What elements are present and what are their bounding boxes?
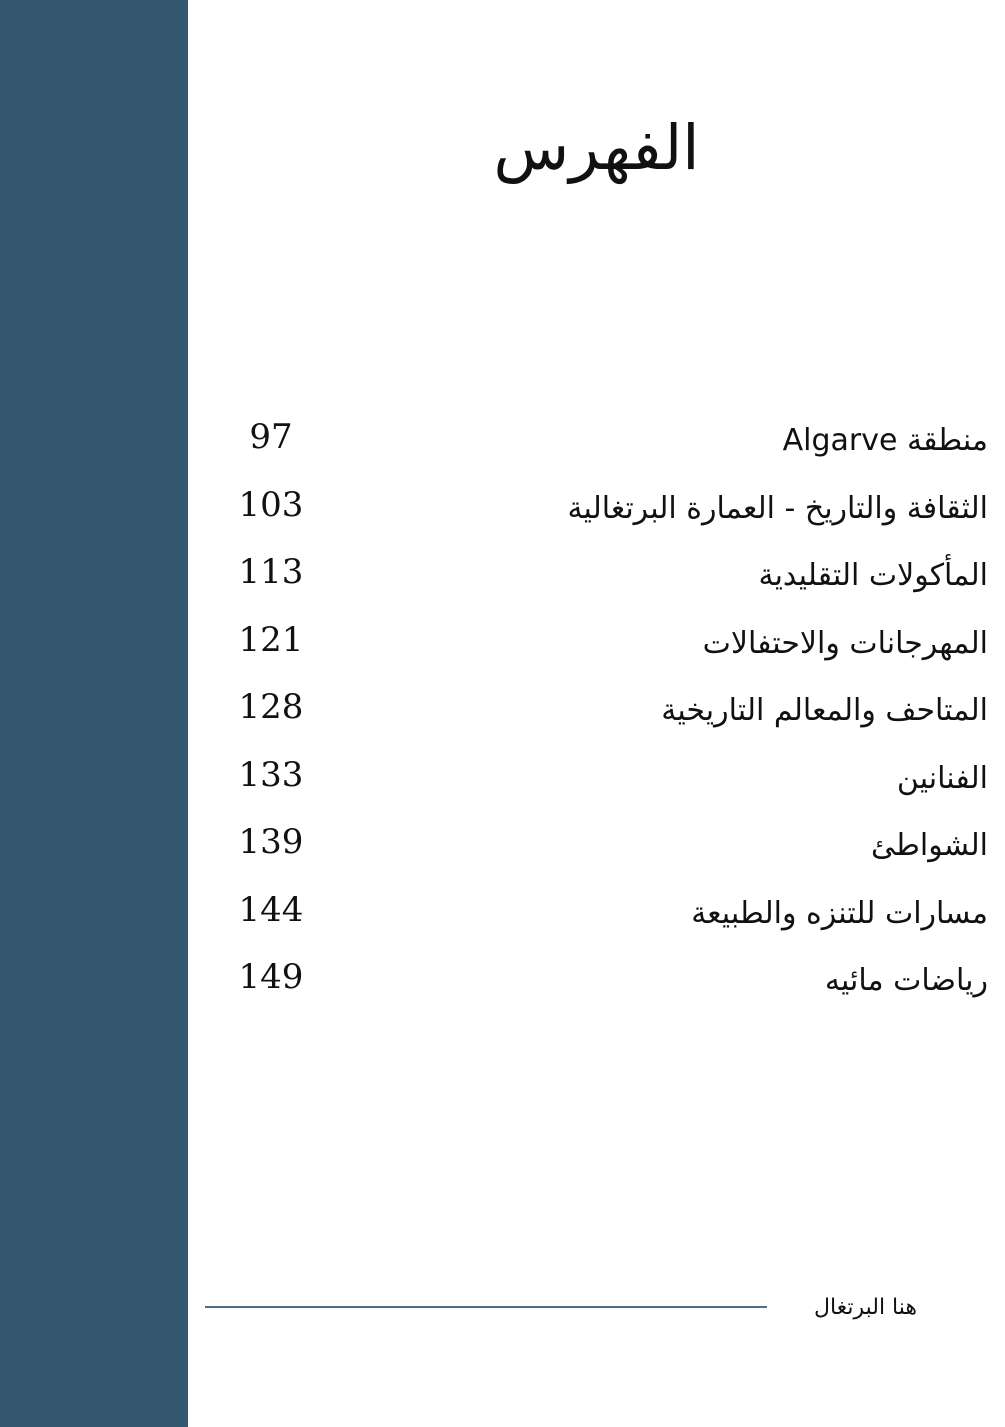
toc-entry[interactable] xyxy=(230,408,990,476)
toc-entry-title: الشواطئ xyxy=(871,828,988,863)
toc-entry[interactable] xyxy=(230,813,990,881)
toc-entry[interactable] xyxy=(230,948,990,1016)
toc-entry-page-number: 139 xyxy=(238,822,304,862)
toc-entry[interactable] xyxy=(230,543,990,611)
toc-entry-page-number: 149 xyxy=(238,957,304,997)
toc-entry-page-number: 97 xyxy=(249,417,293,457)
toc-entry[interactable] xyxy=(230,611,990,679)
toc-entry[interactable] xyxy=(230,476,990,544)
side-color-band xyxy=(0,0,188,1427)
toc-entry-page-number: 121 xyxy=(238,619,304,660)
toc-entry-page-number: 128 xyxy=(238,687,304,727)
toc-entry-page-number: 103 xyxy=(238,484,304,525)
toc-entry[interactable] xyxy=(230,678,990,746)
page-title: الفهرس xyxy=(493,111,700,184)
toc-entry-title: المتاحف والمعالم التاريخية xyxy=(661,693,988,728)
toc-entry-title: الفنانين xyxy=(896,760,988,796)
toc-entry[interactable] xyxy=(230,746,990,814)
toc-entry-title: المأكولات التقليدية xyxy=(758,558,988,593)
footer-label: هنا البرتغال xyxy=(814,1295,917,1320)
footer-divider xyxy=(205,1306,767,1308)
toc-entry[interactable] xyxy=(230,881,990,949)
toc-entry-page-number: 133 xyxy=(238,754,304,795)
toc-entry-title: منطقة Algarve xyxy=(782,423,988,458)
toc-entry-title: مسارات للتنزه والطبيعة xyxy=(691,895,988,931)
table-of-contents xyxy=(230,408,990,1016)
toc-entry-title: الثقافة والتاريخ - العمارة البرتغالية xyxy=(567,490,988,526)
toc-entry-page-number: 144 xyxy=(238,889,304,930)
toc-entry-page-number: 113 xyxy=(238,552,304,592)
toc-entry-title: المهرجانات والاحتفالات xyxy=(702,625,988,661)
toc-entry-title: رياضات مائيه xyxy=(824,963,988,998)
